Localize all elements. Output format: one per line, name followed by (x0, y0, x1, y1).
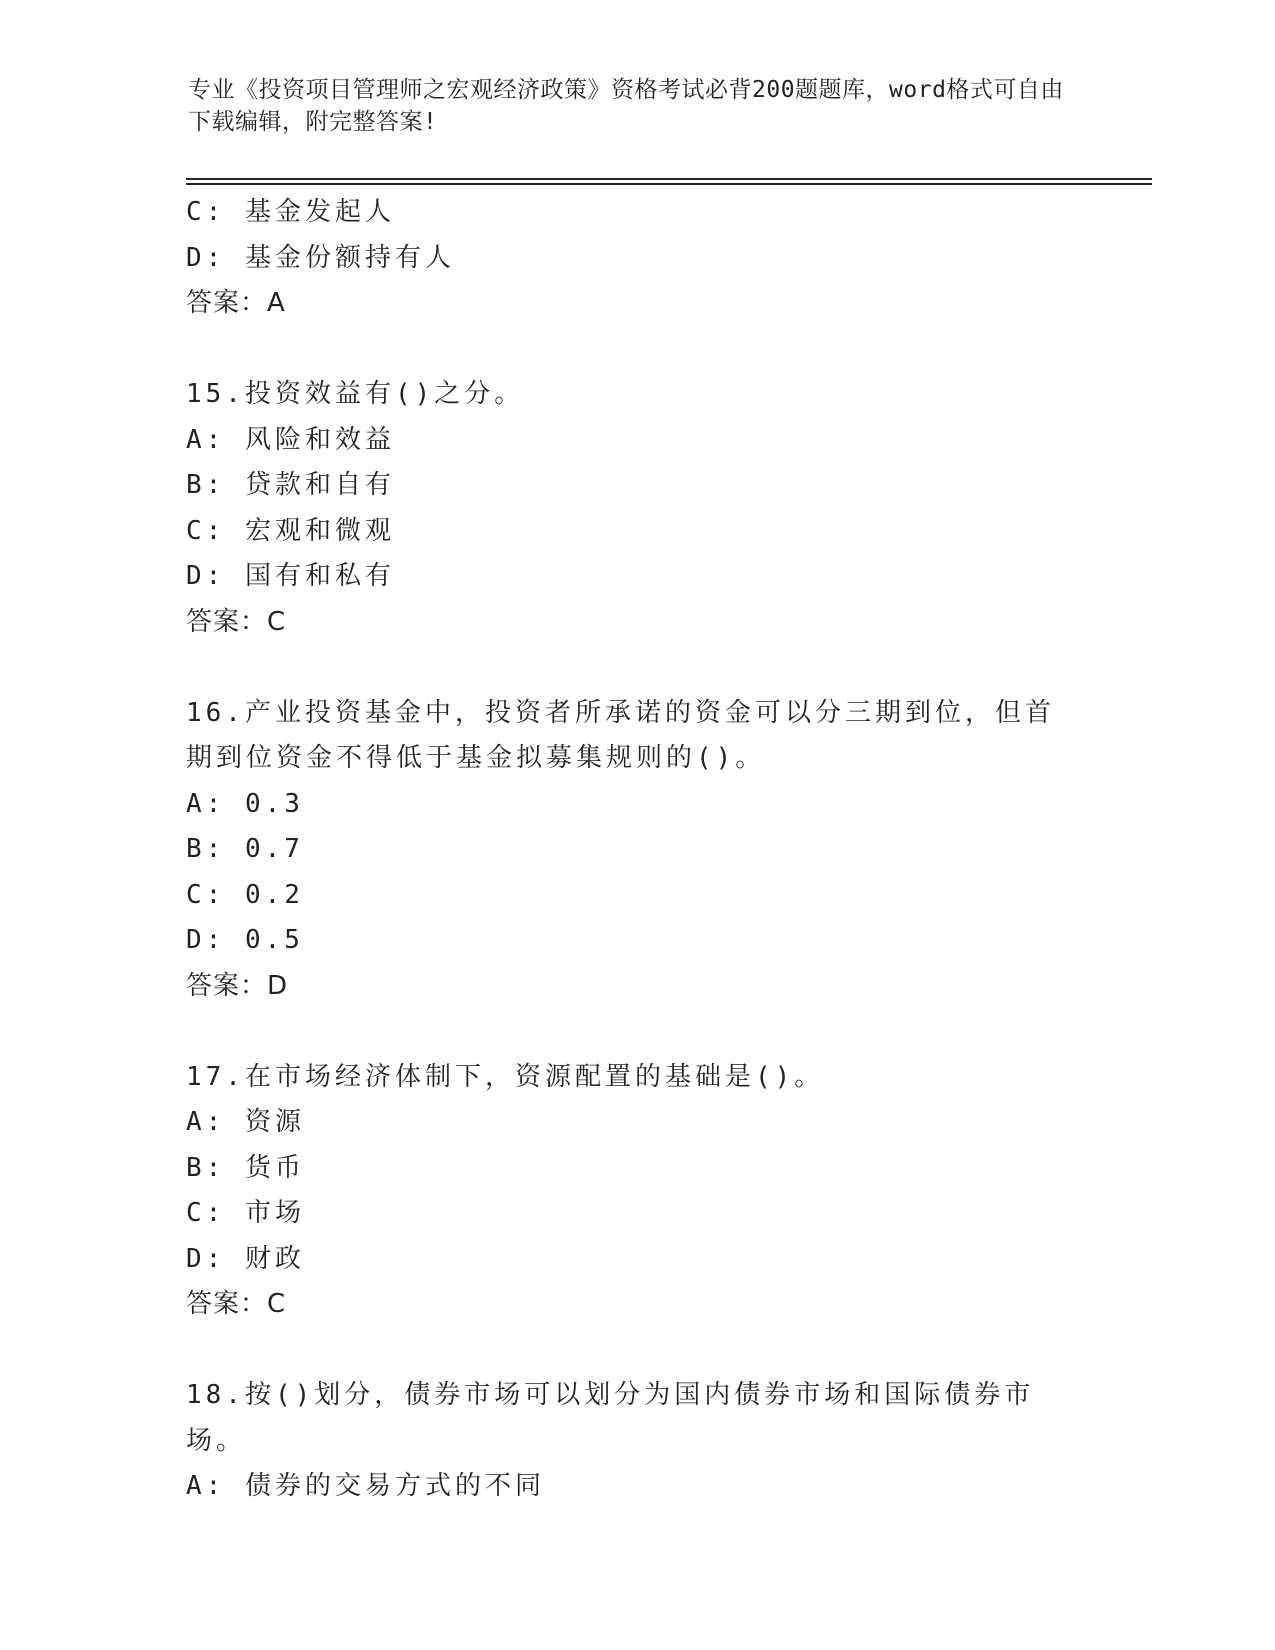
option-c: C: 宏观和微观 (186, 515, 395, 546)
spacer (186, 1328, 1086, 1374)
document-header: 专业《投资项目管理师之宏观经济政策》资格考试必背200题题库，word格式可自由下载编辑，附完整答案! (188, 77, 1064, 135)
question-text: 18.按()划分，债券市场可以划分为国内债券市场和国际债券市场。 (186, 1380, 1035, 1456)
question-text: 16.产业投资基金中，投资者所承诺的资金可以分三期到位，但首期到位资金不得低于基金拟募集规则的()。 (186, 697, 1055, 773)
header-divider-bottom (186, 183, 1152, 185)
option-a: A: 资源 (186, 1107, 305, 1137)
question-text: 17.在市场经济体制下，资源配置的基础是()。 (186, 1061, 825, 1092)
answer-line: 答案：C (186, 606, 287, 637)
option-c: C: 0.2 (186, 879, 304, 910)
option-a: A: 债券的交易方式的不同 (186, 1471, 545, 1501)
question-text: 15.投资效益有()之分。 (186, 379, 525, 409)
question-17 (186, 1055, 1086, 1328)
option-c: C: 基金发起人 (186, 197, 395, 227)
question-18 (186, 1373, 1086, 1510)
option-d: D: 0.5 (186, 925, 304, 955)
spacer (186, 1009, 1086, 1055)
option-c: C: 市场 (186, 1198, 305, 1228)
option-b: B: 贷款和自有 (186, 470, 395, 500)
option-b: B: 货币 (186, 1152, 305, 1183)
prev-question-block (186, 190, 1086, 327)
answer-line: 答案：D (186, 970, 289, 1001)
answer-line: 答案：A (186, 288, 286, 318)
spacer (186, 327, 1086, 373)
answer-line: 答案：C (186, 1289, 287, 1319)
option-d: D: 财政 (186, 1243, 305, 1274)
option-a: A: 风险和效益 (186, 424, 395, 455)
question-content (186, 190, 1086, 1510)
spacer (186, 645, 1086, 691)
question-15 (186, 372, 1086, 645)
option-a: A: 0.3 (186, 788, 304, 819)
option-b: B: 0.7 (186, 834, 304, 864)
question-16 (186, 691, 1086, 1010)
option-d: D: 基金份额持有人 (186, 242, 455, 273)
option-d: D: 国有和私有 (186, 561, 395, 591)
header-divider-top (186, 178, 1152, 180)
